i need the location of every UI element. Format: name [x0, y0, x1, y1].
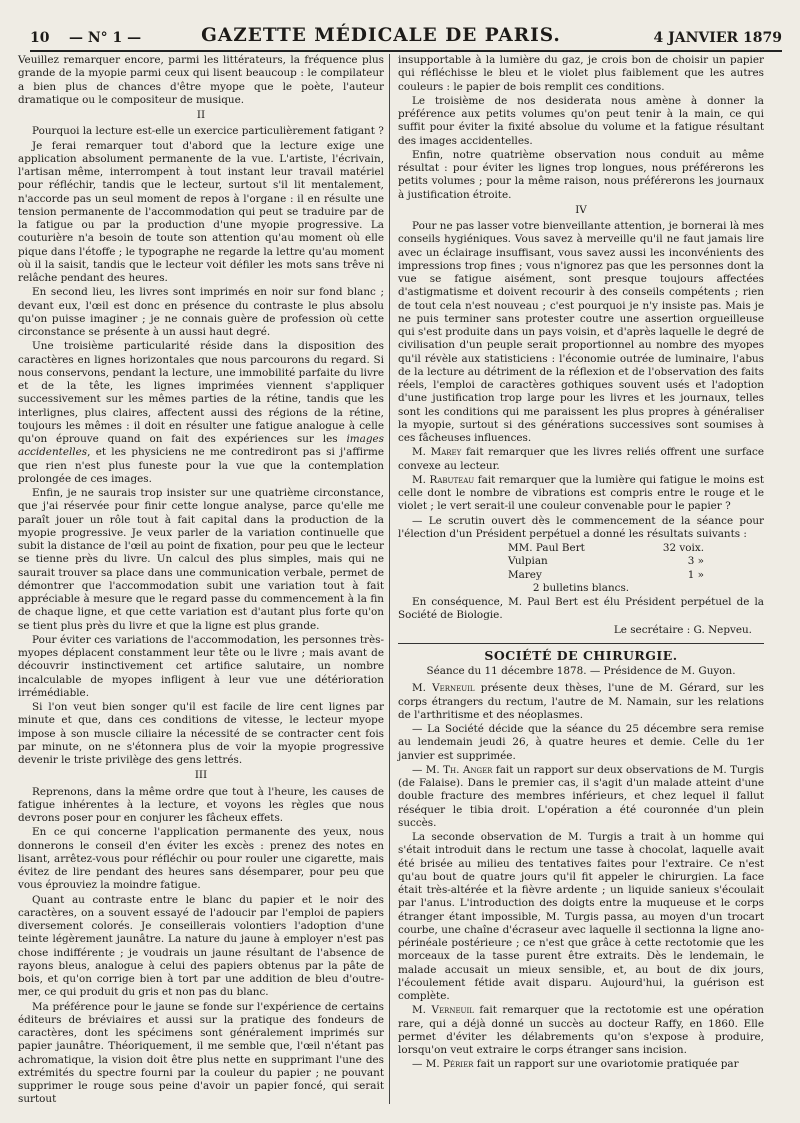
page-number: 10 — N° 1 — [30, 30, 142, 46]
paragraph: Une troisième particularité réside dans la disposition des caractères en lignes horizontales que nous parcourons du regard. Si nous conservons, pendant la lecture, une immobilité parfaite du livre et de la tête, les lignes imprimées viennent s'appliquer successivement sur les mêmes parties de la rétine, tandis que les interlignes, plus claires, affectent aussi des régions de la rétine, toujours les mêmes : il doit en résulter une fatigue analogue à celle qu'on éprouve quand on fait des expériences sur les images accidentelles, et les physiciens ne me contrediront pas si j'affirme que rien n'est plus funeste pour la vue que la contemplation prolongée de ces images. [18, 340, 384, 485]
page-header [30, 10, 782, 52]
section-rule [398, 643, 764, 644]
paragraph: La seconde observation de M. Turgis a trait à un homme qui s'était introduit dans le rectum une tasse à chocolat, laquelle avait été brisée au milieu des tentatives faites pour l'extraire. Ce n'est qu'au bout de quatre jours qu'il fit appeler le chirurgien. La face était très-altérée et la fièvre ardente ; un liquide sanieux s'écoulait par l'anus. L'introduction des doigts entre la muqueuse et le corps étranger étant impossible, M. Turgis passa, au moyen d'un trocart courbe, une chaîne d'écraseur avec laquelle il sectionna la ligne ano-périnéale postérieure ; ce n'est que grâce à cette rectotomie que les morceaux de la tasse purent être extraits. Dès le lendemain, le malade accusait un mieux sensible, et, au bout de dix jours, l'écoulement fétide avait disparu. Aujourd'hui, la guérison est complète. [398, 831, 764, 1002]
paragraph: — Le scrutin ouvert dès le commencement de la séance pour l'élection d'un Président perpétuel a donné les résultats suivants : [398, 514, 764, 540]
paragraph: M. Verneuil fait remarquer que la rectotomie est une opération rare, qui a déjà donné un succès au docteur Raffy, en 1860. Elle permet d'éviter les délabrements qu'on s'expose à produire, lorsqu'on veut extraire le corps étranger sans incision. [398, 1004, 764, 1056]
italic-term: images accidentelles [18, 433, 384, 459]
paragraph: — La Société décide que la séance du 25 décembre sera remise au lendemain jeudi 26, à quatre heures et demie. Celle du 1er janvier est supprimée. [398, 723, 764, 762]
paragraph: Enfin, notre quatrième observation nous conduit au même résultat : pour éviter les lignes trop longues, nous préférerons les petits volumes ; pour la même raison, nous préférerons les journaux à justification étroite. [398, 148, 764, 201]
left-column [18, 54, 384, 1108]
paragraph: Veuillez remarquer encore, parmi les littérateurs, la fréquence plus grande de la myopie parmi ceux qui lisent beaucoup : le compilateur a bien plus de chances d'être myope que le poète, l'auteur dramatique ou le compositeur de musique. [18, 54, 384, 106]
paragraph: insupportable à la lumière du gaz, je crois bon de choisir un papier qui réfléchisse le bleu et le violet plus faiblement que les autres couleurs : le papier de bois remplit ces conditions. [398, 54, 764, 93]
paragraph: Pourquoi la lecture est-elle un exercice particulièrement fatigant ? [32, 125, 384, 138]
secretary-signature: Le secrétaire : G. Nepveu. [613, 623, 752, 636]
paragraph: En conséquence, M. Paul Bert est élu Président perpétuel de la Société de Biologie. [398, 596, 764, 622]
paragraph: Reprenons, dans la même ordre que tout à l'heure, les causes de fatigue inhérentes à la lecture, et voyons les règles que nous devrons poser pour en conjurer les fâcheux effets. [18, 785, 384, 824]
paragraph: Quant au contraste entre le blanc du papier et le noir des caractères, on a souvent essayé de l'adoucir par l'emploi de papiers diversement colorés. Je conseillerais volontiers l'adoption d'une teinte légèrement jaunâtre. La nature du jaune à employer n'est pas chose indifférente ; je voudrais un jaune résultant de l'absence de rayons bleus, analogue à celui des papiers obtenus par la pâte de bois, et qu'on corrige bien à tort par une addition de bleu d'outre-mer, ce qui produit du gris et non pas du blanc. [18, 893, 384, 999]
paragraph: Ma préférence pour le jaune se fonde sur l'expérience de certains éditeurs de bréviaires et aussi sur la pratique des fondeurs de caractères, dont les spécimens sont généralement imprimés sur papier jaunâtre. Théoriquement, il me semble que, l'œil n'étant pas achromatique, la vision doit être plus nette en supprimant l'une des extrémités du spectre fourni par la couleur du papier ; ne pouvant supprimer le rouge sous peine d'avoir un papier foncé, qui serait surtout [18, 1000, 384, 1106]
society-heading: SOCIÉTÉ DE CHIRURGIE. [484, 647, 678, 663]
blank-ballots: 2 bulletins blancs. [532, 581, 630, 594]
speaker-name: — M. Th. Anger [412, 763, 493, 776]
paragraph: Pour ne pas lasser votre bienveillante attention, je bornerai là mes conseils hygiéniques. Vous savez à merveille qu'il ne faut jamais lire avec un éclairage insuffisant, vous savez aussi les inconvénients des impressions trop fines ; vous n'ignorez pas que les personnes dont la vue se fatigue aisément, sont presque toujours affectées d'astigmatisme et doivent recourir à des conseils compétents ; rien de tout cela n'est nouveau ; c'est pourquoi je n'y insiste pas. Mais je ne puis terminer sans protester coutre une assertion orgueilleuse qui s'est produite dans un pays voisin, et d'après laquelle le degré de civilisation d'un peuple serait proportionnel au nombre des myopes qu'il révèle aux statisticiens : l'économie outrée de luminaire, l'abus de la lecture au détriment de la réflexion et de l'observation des faits réels, l'emploi de caractères gothiques souvent usés et l'adoption d'une justification trop large pour les livres et les journaux, telles sont les conditions qui me paraissent les plus propres à généraliser la myopie, surtout si des générations successives sont soumises à ces fâcheuses influences. [398, 220, 764, 444]
speaker-name: M. Verneuil [412, 1004, 474, 1017]
journal-title: GAZETTE MÉDICALE DE PARIS. [201, 25, 561, 46]
session-line: Séance du 11 décembre 1878. — Présidence de M. Guyon. [426, 665, 736, 677]
column-divider [389, 54, 390, 1104]
paragraph: En ce qui concerne l'application permanente des yeux, nous donnerons le conseil d'en éviter les excès : prenez des notes en lisant, arrêtez-vous pour réfléchir ou pour rouler une cigarette, mais évitez de lire pendant des heures sans désemparer, pour peu que vous éprouviez la moindre fatigue. [18, 826, 384, 892]
section-number: III [194, 769, 208, 782]
speaker-name: M. Verneuil [412, 682, 475, 695]
paragraph: En second lieu, les livres sont imprimés en noir sur fond blanc ; devant eux, l'œil est donc en présence du contraste le plus absolu qu'on puisse imaginer ; je ne connais guère de profession où cette circonstance se présente à un aussi haut degré. [18, 286, 384, 338]
right-column [398, 54, 764, 1073]
paragraph: Je ferai remarquer tout d'abord que la lecture exige une application absolument permanente de la vue. L'artiste, l'écrivain, l'artisan même, interrompent à tout instant leur travail matériel pour réfléchir, tandis que le lecteur, surtout s'il lit mentalement, n'accorde pas un seul moment de repos à l'organe : il en résulte une tension permanente de l'accommodation qui peut se traduire par de la fatigue ou par la production d'une myopie progressive. La couturière n'a besoin de toute son attention qu'au moment où elle pique dans l'étoffe ; le typographe ne regarde la lettre qu'au moment où il la saisit, tandis que le lecteur voit défiler les mots sans trêve ni relâche pendant des heures. [18, 139, 384, 284]
vote-row: Vulpian 3 » [508, 555, 704, 568]
paragraph: M. Verneuil présente deux thèses, l'une de M. Gérard, sur les corps étrangers du rectum, l'autre de M. Namain, sur les relations de l'arthritisme et des néoplasmes. [398, 682, 764, 721]
speaker-name: M. Marey [412, 446, 462, 459]
paragraph: Enfin, je ne saurais trop insister sur une quatrième circonstance, que j'ai réservée pour finir cette longue analyse, parce qu'elle me paraît jouer un rôle tout à fait capital dans la production de la myopie progressive. Je veux parler de la variation continuelle que subit la distance de l'œil au point de fixation, pour peu que le lecteur se tienne près du livre. Un calcul des plus simples, mais qui ne saurait trouver sa place dans une communication verbale, permet de démontrer que l'accommodation subit une variation tout à fait appréciable à mesure que le regard passe du commencement à la fin de chaque ligne, et que cette variation est d'autant plus forte qu'on se tient plus près du livre et que la ligne est plus grande. [18, 487, 384, 632]
issue-date: 4 JANVIER 1879 [653, 30, 782, 46]
section-number: II [196, 109, 206, 121]
speaker-name: — M. Périer [412, 1058, 474, 1071]
paragraph: — M. Périer fait un rapport sur une ovariotomie pratiquée par [412, 1058, 739, 1071]
issue-number: — N° 1 — [68, 30, 142, 46]
paragraph: M. Marey fait remarquer que les livres reliés offrent une surface convexe au lecteur. [398, 446, 764, 472]
paragraph: — M. Th. Anger fait un rapport sur deux observations de M. Turgis (de Falaise). Dans le premier cas, il s'agit d'un malade atteint d'une double fracture des membres inférieurs, et chez lequel il fallut réséquer le tibia droit. L'opération a été couronnée d'un plein succès. [398, 763, 764, 829]
section-number: IV [575, 203, 587, 216]
paragraph: Si l'on veut bien songer qu'il est facile de lire cent lignes par minute et que, dans ces conditions de vitesse, le lecteur myope impose à son muscle ciliaire la nécessité de se contracter cent fois par minute, on ne s'étonnera plus de voir la myopie progressive devenir le triste privilège des gens lettrés. [18, 701, 384, 766]
paragraph: Pour éviter ces variations de l'accommodation, les personnes très-myopes déplacent constamment leur tête ou le livre ; mais avant de découvrir instinctivement cet artifice salutaire, un nombre incalculable de myopes infligent à leur vue une détérioration irrémédiable. [18, 633, 384, 699]
vote-row: Marey 1 » [508, 568, 704, 581]
speaker-name: M. Rabuteau [412, 473, 475, 486]
vote-row: MM. Paul Bert 32 voix. [508, 542, 704, 554]
paragraph: M. Rabuteau fait remarquer que la lumière qui fatigue le moins est celle dont le nombre de vibrations est compris entre le rouge et le violet ; le vert serait-il une couleur convenable pour le papier ? [398, 473, 764, 513]
paragraph: Le troisième de nos desiderata nous amène à donner la préférence aux petits volumes qu'on peut tenir à la main, ce qui suffit pour éviter la fixité absolue du volume et la fatigue résultant des images accidentelles. [398, 94, 764, 147]
